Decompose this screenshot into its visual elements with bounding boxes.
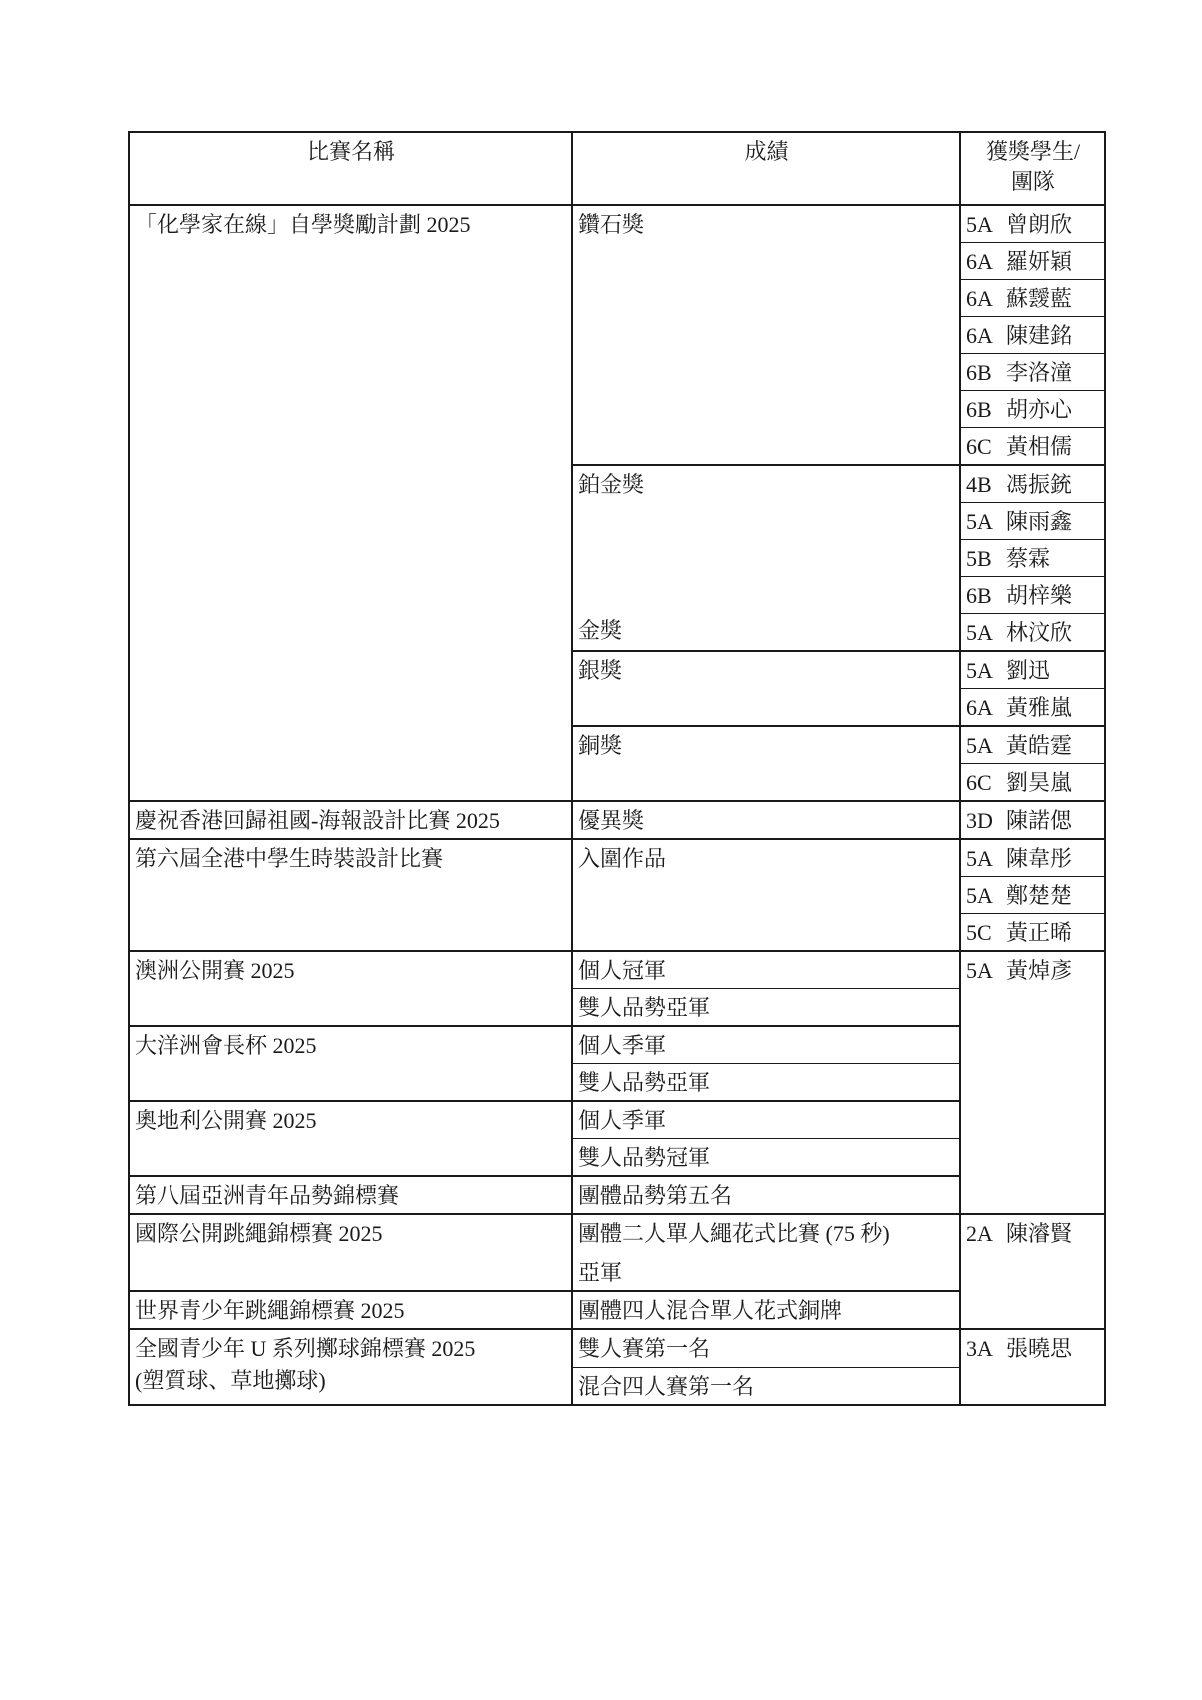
table-row (129, 1026, 1105, 1064)
cell-student (960, 354, 1105, 391)
student-name: 黃焯彥 (1006, 958, 1073, 983)
cell-result: 混合四人賽第一名 (572, 1367, 960, 1405)
student-name: 陳濬賢 (1006, 1221, 1073, 1246)
student-class: 5A (966, 212, 993, 237)
student-name: 黃相儒 (1006, 434, 1073, 459)
cell-student (960, 877, 1105, 914)
cell-student (960, 577, 1105, 614)
cell-student (960, 205, 1105, 243)
table-row (129, 801, 1105, 839)
student-class: 6A (966, 323, 993, 348)
cell-student (960, 689, 1105, 727)
result-line1: 團體二人單人繩花式比賽 (75 秒) (578, 1221, 890, 1246)
cell-student (960, 243, 1105, 280)
cell-result (572, 1214, 960, 1291)
cell-student (960, 839, 1105, 877)
cell-student (960, 503, 1105, 540)
cell-competition: 慶祝香港回歸祖國-海報設計比賽 2025 (129, 801, 572, 839)
cell-result: 雙人賽第一名 (572, 1329, 960, 1367)
cell-student (960, 726, 1105, 764)
student-name: 羅妍穎 (1006, 249, 1073, 274)
cell-competition: 第八屆亞洲青年品勢錦標賽 (129, 1176, 572, 1214)
cell-result: 雙人品勢冠軍 (572, 1139, 960, 1177)
cell-student (960, 764, 1105, 802)
cell-student (960, 391, 1105, 428)
student-name: 陳諾偲 (1006, 808, 1073, 833)
cell-competition: 大洋洲會長杯 2025 (129, 1026, 572, 1101)
cell-result: 團體四人混合單人花式銅牌 (572, 1291, 960, 1329)
cell-student (960, 465, 1105, 503)
header-result: 成績 (572, 132, 960, 205)
student-class: 4B (966, 472, 992, 497)
student-class: 6B (966, 583, 992, 608)
student-class: 5A (966, 733, 993, 758)
awards-table (128, 131, 1106, 1406)
cell-student (960, 951, 1105, 1214)
cell-result: 入圍作品 (572, 839, 960, 951)
student-class: 5A (966, 883, 993, 908)
table-header (129, 132, 1105, 205)
student-class: 5A (966, 620, 993, 645)
student-name: 蘇靉藍 (1006, 286, 1073, 311)
student-name: 劉迅 (1006, 658, 1051, 683)
cell-result: 個人冠軍 (572, 951, 960, 989)
cell-student (960, 651, 1105, 689)
student-class: 5A (966, 846, 993, 871)
table-row (129, 205, 1105, 243)
student-name: 蔡霖 (1006, 546, 1051, 571)
student-name: 黃正晞 (1006, 920, 1073, 945)
student-class: 6B (966, 397, 992, 422)
header-student-line2: 團隊 (1010, 169, 1055, 194)
student-name: 黃雅嵐 (1006, 695, 1073, 720)
student-name: 黃皓霆 (1006, 733, 1073, 758)
table-row (129, 951, 1105, 989)
cell-student (960, 1329, 1105, 1405)
student-name: 劉昊嵐 (1006, 770, 1073, 795)
table-row (129, 1291, 1105, 1329)
result-line2: 亞軍 (578, 1260, 623, 1285)
student-name: 陳雨鑫 (1006, 509, 1073, 534)
student-class: 2A (966, 1221, 993, 1246)
student-class: 3A (966, 1336, 993, 1361)
student-class: 5A (966, 658, 993, 683)
student-name: 胡梓樂 (1006, 583, 1073, 608)
cell-competition: 世界青少年跳繩錦標賽 2025 (129, 1291, 572, 1329)
competition-line1: 全國青少年 U 系列擲球錦標賽 2025 (135, 1336, 476, 1361)
table-row (129, 1176, 1105, 1214)
student-class: 5B (966, 546, 992, 571)
student-name: 鄭楚楚 (1006, 883, 1073, 908)
cell-competition: 國際公開跳繩錦標賽 2025 (129, 1214, 572, 1291)
result-platinum: 鉑金獎 (578, 472, 645, 497)
cell-student (960, 1214, 1105, 1329)
cell-result: 個人季軍 (572, 1026, 960, 1064)
student-class: 6A (966, 249, 993, 274)
cell-student (960, 540, 1105, 577)
header-student (960, 132, 1105, 205)
table-row (129, 839, 1105, 877)
cell-competition: 第六屆全港中學生時裝設計比賽 (129, 839, 572, 951)
cell-student (960, 280, 1105, 317)
student-class: 5C (966, 920, 992, 945)
student-class: 3D (966, 808, 993, 833)
student-name: 胡亦心 (1006, 397, 1073, 422)
cell-result: 雙人品勢亞軍 (572, 1064, 960, 1102)
table-row (129, 1329, 1105, 1367)
student-name: 李洛潼 (1006, 360, 1073, 385)
cell-result: 個人季軍 (572, 1101, 960, 1139)
cell-competition (129, 1329, 572, 1405)
header-competition: 比賽名稱 (129, 132, 572, 205)
cell-student (960, 614, 1105, 652)
student-class: 6A (966, 286, 993, 311)
cell-result-silver: 銀獎 (572, 651, 960, 726)
cell-student (960, 914, 1105, 952)
student-class: 6A (966, 695, 993, 720)
table-row (129, 1214, 1105, 1291)
cell-student (960, 428, 1105, 466)
competition-line2: (塑質球、草地擲球) (135, 1368, 326, 1393)
cell-result-diamond: 鑽石獎 (572, 205, 960, 465)
cell-result: 雙人品勢亞軍 (572, 989, 960, 1027)
cell-result: 優異獎 (572, 801, 960, 839)
result-gold: 金獎 (578, 618, 623, 643)
student-name: 陳建銘 (1006, 323, 1073, 348)
cell-result-platinum-gold (572, 465, 960, 651)
cell-student (960, 801, 1105, 839)
student-name: 陳韋彤 (1006, 846, 1073, 871)
student-class: 5A (966, 509, 993, 534)
student-name: 馮振銃 (1006, 472, 1073, 497)
student-class: 6C (966, 770, 992, 795)
cell-competition: 澳洲公開賽 2025 (129, 951, 572, 1026)
cell-student (960, 317, 1105, 354)
student-name: 曾朗欣 (1006, 212, 1073, 237)
header-student-line1: 獲獎學生/ (985, 139, 1081, 164)
student-class: 6C (966, 434, 992, 459)
table-row (129, 1101, 1105, 1139)
student-name: 張曉思 (1006, 1336, 1073, 1361)
header-row (129, 132, 1105, 205)
student-class: 5A (966, 958, 993, 983)
student-name: 林汶欣 (1006, 620, 1073, 645)
cell-competition: 奧地利公開賽 2025 (129, 1101, 572, 1176)
student-class: 6B (966, 360, 992, 385)
cell-result-bronze: 銅獎 (572, 726, 960, 801)
cell-competition: 「化學家在線」自學獎勵計劃 2025 (129, 205, 572, 801)
cell-result: 團體品勢第五名 (572, 1176, 960, 1214)
